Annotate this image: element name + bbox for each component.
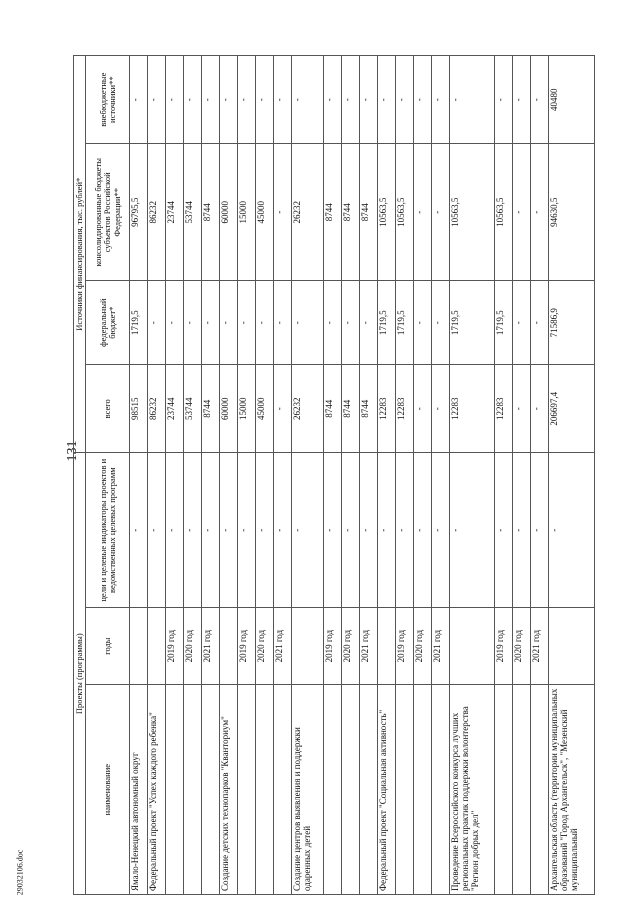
rotated-table-container [73, 55, 595, 895]
cell-regional: 8744 [202, 144, 220, 281]
cell-year: 2020 год [184, 608, 202, 685]
page-number: 131 [65, 440, 80, 462]
cell-federal: - [292, 281, 324, 365]
cell-regional: 23744 [166, 144, 184, 281]
cell-federal: - [256, 281, 274, 365]
cell-goals: - [166, 453, 184, 608]
cell-goals: - [130, 453, 148, 608]
cell-federal: - [202, 281, 220, 365]
header-extra: внебюджетные источники** [86, 56, 130, 144]
cell-total: 12283 [395, 365, 413, 453]
cell-regional: 15000 [238, 144, 256, 281]
header-years: годы [86, 608, 130, 685]
cell-goals: - [395, 453, 413, 608]
table-row [449, 56, 495, 895]
cell-goals: - [377, 453, 395, 608]
cell-total: - [431, 365, 449, 453]
cell-name [431, 685, 449, 895]
cell-total: - [531, 365, 549, 453]
cell-name [166, 685, 184, 895]
cell-regional: 10563,5 [495, 144, 513, 281]
header-federal: федеральный бюджет* [86, 281, 130, 365]
table-row [256, 56, 274, 895]
cell-federal: - [148, 281, 166, 365]
cell-goals: - [184, 453, 202, 608]
cell-name [256, 685, 274, 895]
cell-name: Создание центров выявления и поддержки одаренных детей [292, 685, 324, 895]
cell-year [549, 608, 595, 685]
cell-federal: 1719,5 [395, 281, 413, 365]
table-row [531, 56, 549, 895]
cell-goals: - [341, 453, 359, 608]
cell-regional: 94630,5 [549, 144, 595, 281]
cell-extra: - [256, 56, 274, 144]
cell-extra: - [531, 56, 549, 144]
cell-year: 2019 год [323, 608, 341, 685]
table-row [495, 56, 513, 895]
cell-extra: - [274, 56, 292, 144]
table-row [413, 56, 431, 895]
cell-federal: 1719,5 [377, 281, 395, 365]
cell-goals: - [495, 453, 513, 608]
cell-extra: - [359, 56, 377, 144]
cell-regional: - [531, 144, 549, 281]
cell-year: 2020 год [341, 608, 359, 685]
table-row [130, 56, 148, 895]
cell-regional: - [274, 144, 292, 281]
cell-extra: - [166, 56, 184, 144]
cell-regional: - [413, 144, 431, 281]
cell-total: 12283 [495, 365, 513, 453]
cell-federal: 71586,9 [549, 281, 595, 365]
cell-goals: - [274, 453, 292, 608]
table-row [377, 56, 395, 895]
header-goals: цели и целевые индикаторы проектов и ведомственных целевых программ [86, 453, 130, 608]
cell-goals: - [238, 453, 256, 608]
cell-total: 8744 [202, 365, 220, 453]
cell-total: 45000 [256, 365, 274, 453]
cell-name [184, 685, 202, 895]
cell-goals: - [220, 453, 238, 608]
cell-name: Федеральный проект "Успех каждого ребенка" [148, 685, 166, 895]
cell-regional: 53744 [184, 144, 202, 281]
cell-federal: - [413, 281, 431, 365]
cell-extra: - [130, 56, 148, 144]
cell-total: 8744 [359, 365, 377, 453]
cell-federal: 1719,5 [449, 281, 495, 365]
cell-extra: - [148, 56, 166, 144]
cell-federal: - [431, 281, 449, 365]
cell-total: - [513, 365, 531, 453]
cell-federal: - [184, 281, 202, 365]
cell-goals: - [513, 453, 531, 608]
cell-total: 8744 [323, 365, 341, 453]
cell-total: 26232 [292, 365, 324, 453]
cell-extra: - [413, 56, 431, 144]
cell-year: 2019 год [238, 608, 256, 685]
cell-federal: 1719,5 [495, 281, 513, 365]
cell-extra: - [238, 56, 256, 144]
cell-regional: 26232 [292, 144, 324, 281]
cell-name [274, 685, 292, 895]
cell-regional: 10563,5 [395, 144, 413, 281]
cell-extra: - [395, 56, 413, 144]
cell-total: 8744 [341, 365, 359, 453]
cell-regional: 8744 [341, 144, 359, 281]
table-row [202, 56, 220, 895]
cell-year: 2019 год [395, 608, 413, 685]
cell-goals: - [549, 453, 595, 608]
table-row [549, 56, 595, 895]
table-row [148, 56, 166, 895]
table-row [292, 56, 324, 895]
cell-extra: - [513, 56, 531, 144]
cell-extra: - [341, 56, 359, 144]
table-row [395, 56, 413, 895]
cell-goals: - [148, 453, 166, 608]
cell-regional: 45000 [256, 144, 274, 281]
header-projects-group: Проекты (программы) [74, 453, 86, 895]
table-row [220, 56, 238, 895]
cell-year [377, 608, 395, 685]
cell-goals: - [256, 453, 274, 608]
cell-regional: 8744 [323, 144, 341, 281]
cell-federal: - [166, 281, 184, 365]
cell-year [130, 608, 148, 685]
cell-federal: 1719,5 [130, 281, 148, 365]
cell-name [341, 685, 359, 895]
cell-name: Создание детских технопарков "Кванториум" [220, 685, 238, 895]
table-row [341, 56, 359, 895]
cell-total: 12283 [449, 365, 495, 453]
cell-federal: - [274, 281, 292, 365]
cell-federal: - [238, 281, 256, 365]
cell-total: 86232 [148, 365, 166, 453]
cell-name [513, 685, 531, 895]
table-row [274, 56, 292, 895]
cell-total: - [413, 365, 431, 453]
cell-year: 2019 год [166, 608, 184, 685]
cell-total: 60000 [220, 365, 238, 453]
cell-extra: - [292, 56, 324, 144]
cell-year: 2021 год [531, 608, 549, 685]
cell-year: 2021 год [359, 608, 377, 685]
cell-goals: - [292, 453, 324, 608]
cell-year [292, 608, 324, 685]
cell-goals: - [202, 453, 220, 608]
cell-extra: - [431, 56, 449, 144]
cell-goals: - [413, 453, 431, 608]
table-row [184, 56, 202, 895]
cell-goals: - [531, 453, 549, 608]
cell-extra: - [220, 56, 238, 144]
cell-total: 206697,4 [549, 365, 595, 453]
cell-regional: 96795,5 [130, 144, 148, 281]
cell-federal: - [323, 281, 341, 365]
cell-goals: - [431, 453, 449, 608]
cell-name [531, 685, 549, 895]
cell-extra: - [184, 56, 202, 144]
cell-extra: - [495, 56, 513, 144]
cell-year [449, 608, 495, 685]
cell-year [148, 608, 166, 685]
cell-extra: - [202, 56, 220, 144]
cell-federal: - [220, 281, 238, 365]
cell-year [220, 608, 238, 685]
cell-goals: - [323, 453, 341, 608]
funding-table [73, 55, 595, 895]
header-regional: консолидированные бюджеты субъектов Российской Федерации** [86, 144, 130, 281]
cell-name: Федеральный проект "Социальная активность" [377, 685, 395, 895]
cell-year: 2019 год [495, 608, 513, 685]
cell-regional: 60000 [220, 144, 238, 281]
cell-regional: 10563,5 [449, 144, 495, 281]
cell-year: 2021 год [202, 608, 220, 685]
cell-year: 2021 год [274, 608, 292, 685]
header-funding-group: Источники финансирования, тыс. рублей* [74, 56, 86, 453]
cell-regional: - [431, 144, 449, 281]
cell-federal: - [531, 281, 549, 365]
cell-total: - [274, 365, 292, 453]
cell-extra: 40480 [549, 56, 595, 144]
cell-name [495, 685, 513, 895]
cell-name: Архангельская область (территории муниципальных образований "Город Архангельск", "Мезенский муниципальный [549, 685, 595, 895]
cell-year: 2021 год [431, 608, 449, 685]
cell-federal: - [341, 281, 359, 365]
cell-extra: - [323, 56, 341, 144]
cell-regional: 86232 [148, 144, 166, 281]
table-row [166, 56, 184, 895]
cell-name [413, 685, 431, 895]
cell-name [395, 685, 413, 895]
cell-total: 15000 [238, 365, 256, 453]
cell-goals: - [449, 453, 495, 608]
cell-name [323, 685, 341, 895]
cell-extra: - [377, 56, 395, 144]
cell-year: 2020 год [513, 608, 531, 685]
cell-name [202, 685, 220, 895]
cell-regional: 10563,5 [377, 144, 395, 281]
table-row [238, 56, 256, 895]
table-row [323, 56, 341, 895]
cell-federal: - [513, 281, 531, 365]
footer-filename: 29032106.doc [15, 849, 25, 896]
cell-name [238, 685, 256, 895]
cell-goals: - [359, 453, 377, 608]
cell-extra: - [449, 56, 495, 144]
cell-total: 98515 [130, 365, 148, 453]
header-name: наименование [86, 685, 130, 895]
cell-regional: - [513, 144, 531, 281]
cell-total: 53744 [184, 365, 202, 453]
cell-total: 12283 [377, 365, 395, 453]
cell-year: 2020 год [256, 608, 274, 685]
header-total: всего [86, 365, 130, 453]
cell-regional: 8744 [359, 144, 377, 281]
cell-year: 2020 год [413, 608, 431, 685]
table-row [359, 56, 377, 895]
table-row [513, 56, 531, 895]
cell-name: Проведение Всероссийского конкурса лучших региональных практик поддержки волонтерства "Регион добрых дел" [449, 685, 495, 895]
table-row [431, 56, 449, 895]
cell-total: 23744 [166, 365, 184, 453]
table-body [130, 56, 595, 895]
cell-name: Ямало-Ненецкий автономный округ [130, 685, 148, 895]
cell-name [359, 685, 377, 895]
cell-federal: - [359, 281, 377, 365]
